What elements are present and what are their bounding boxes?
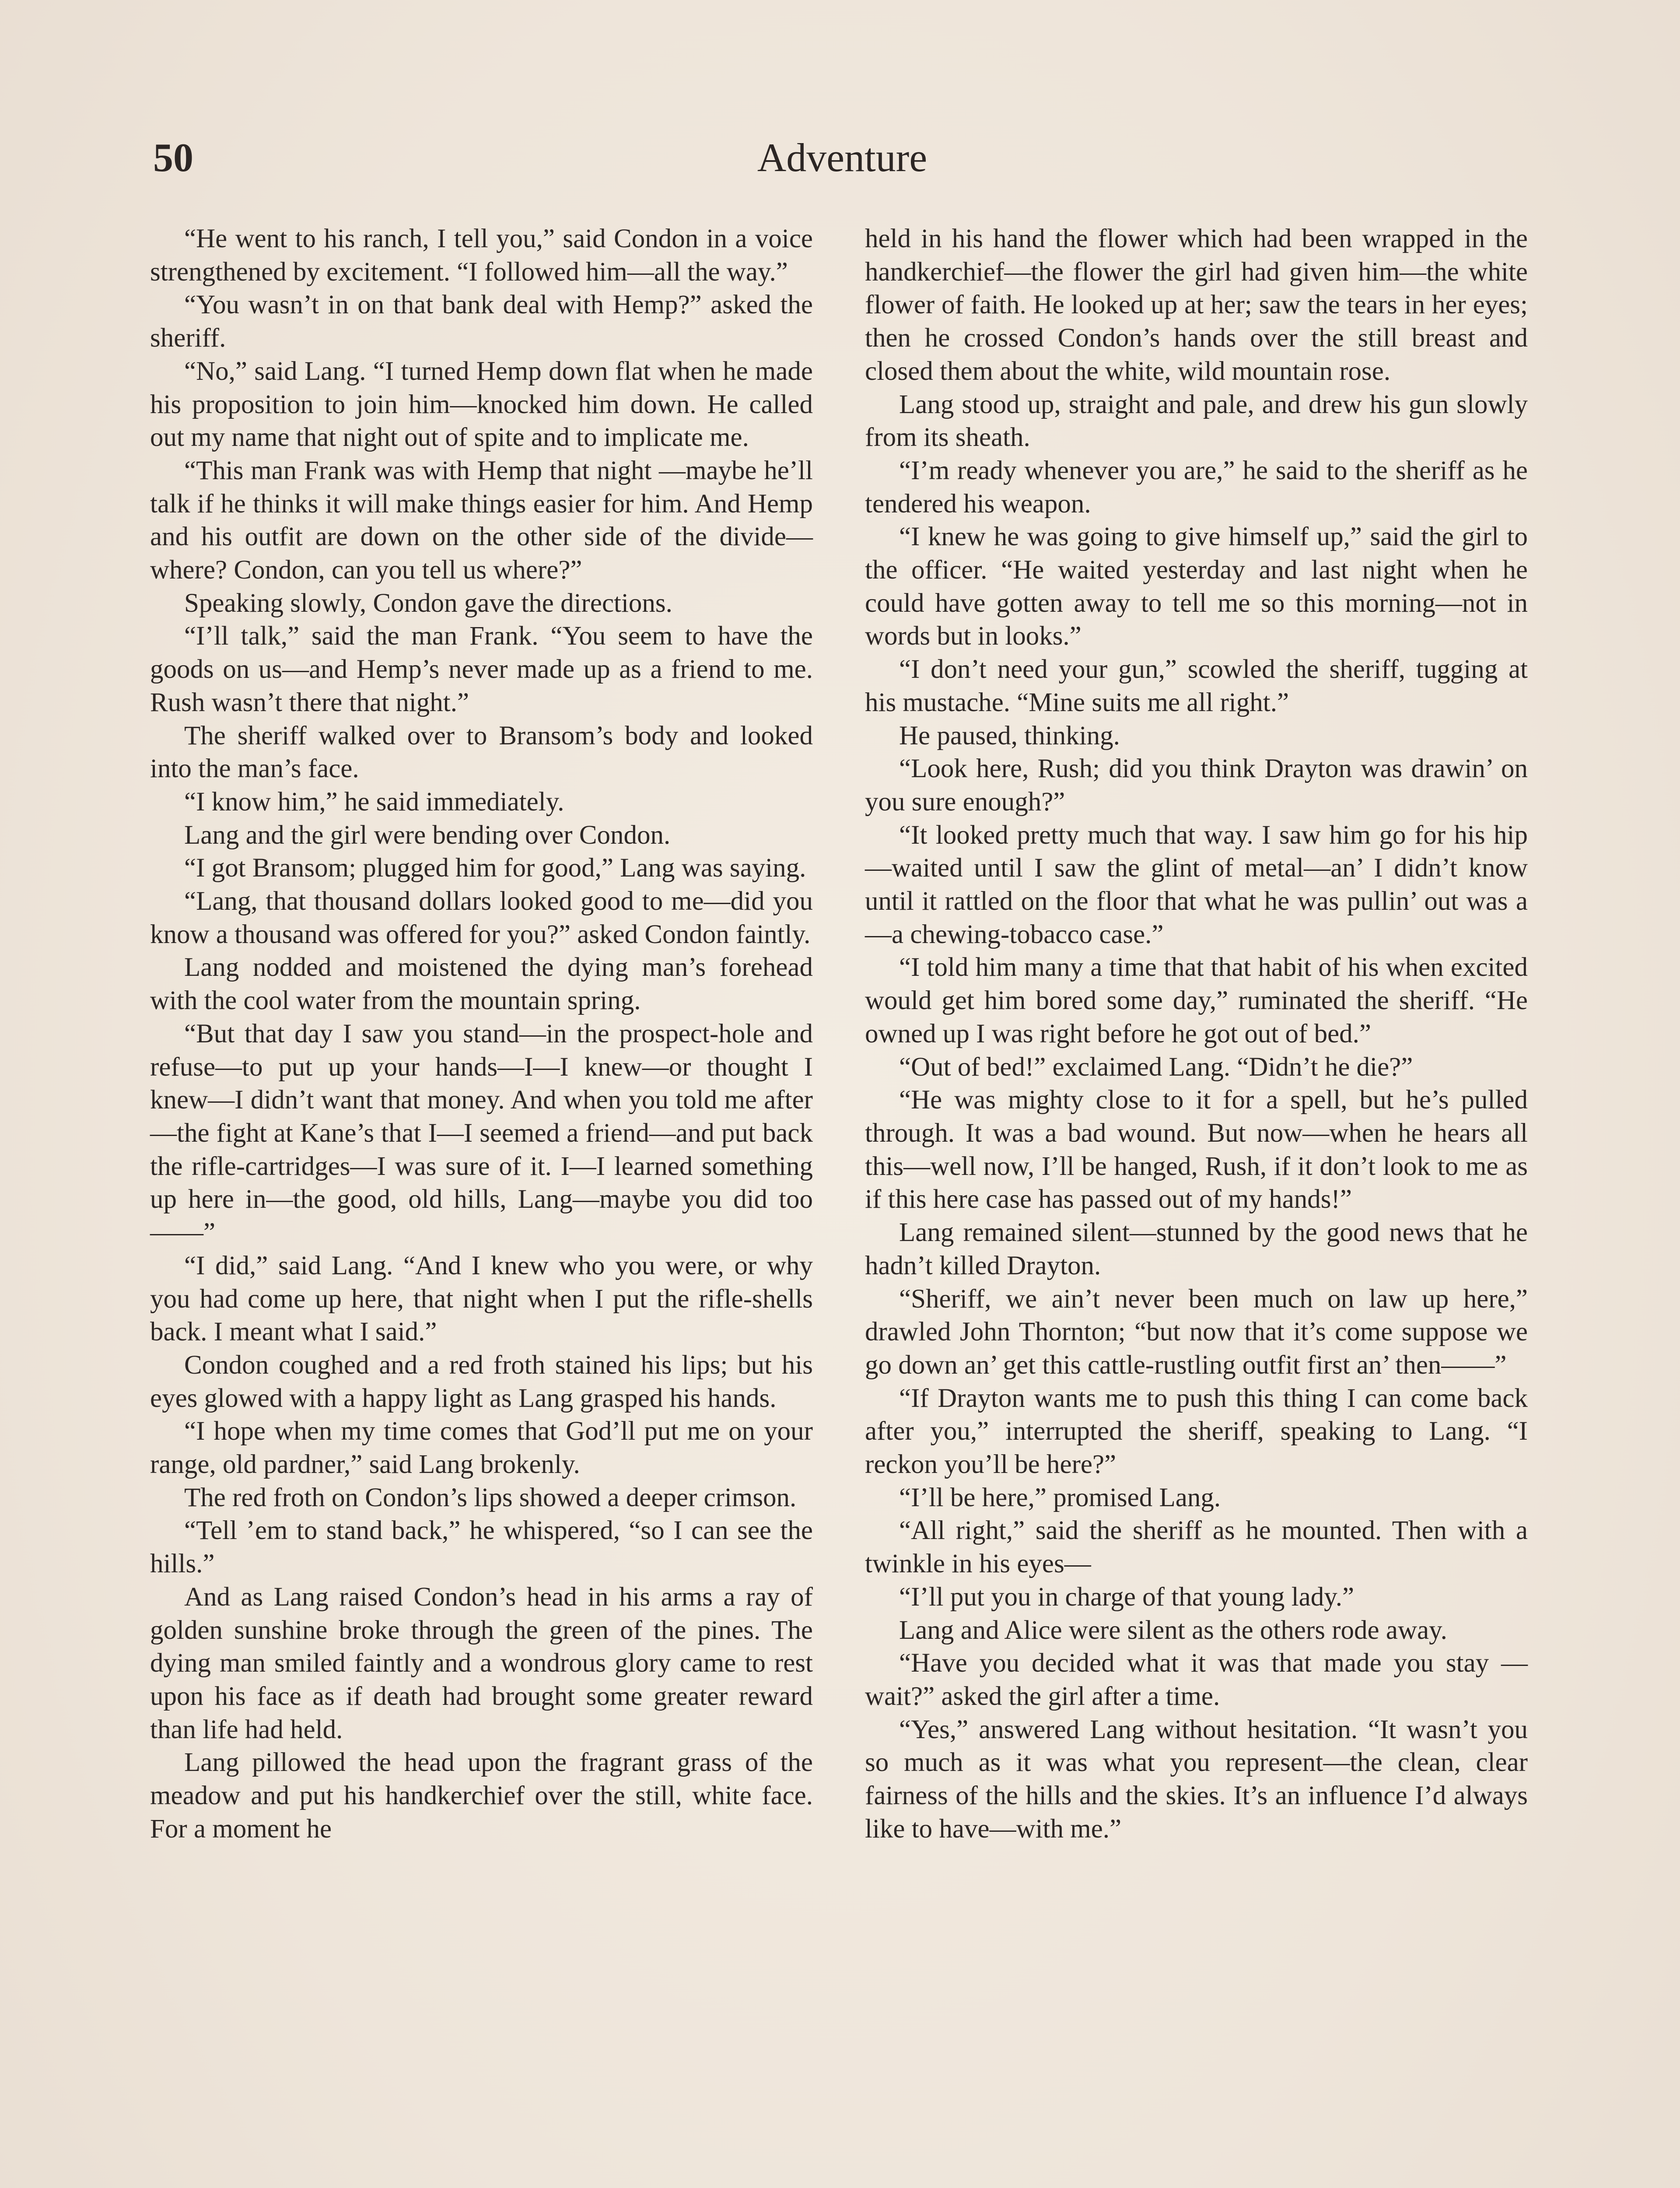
paragraph: “But that day I saw you stand—in the prospect-hole and refuse—to put up your hands—I—I knew—or thought I knew—I didn’t want that money. And when you told me after—the fight at Kane’s that I—I seemed a friend—and put back the rifle-cartridges—I was sure of it. I—I learned something up here in—the good, old hills, Lang—maybe you did too——” [150,1019,813,1248]
paragraph: “No,” said Lang. “I turned Hemp down flat when he made his proposition to join him—knocked him down. He called out my name that night out of spite and to implicate me. [150,356,813,452]
paragraph: “I’ll be here,” promised Lang. [899,1483,1221,1512]
paragraph: “I hope when my time comes that God’ll put me on your range, old pardner,” said Lang brokenly. [150,1417,813,1480]
paragraph: And as Lang raised Condon’s head in his arms a ray of golden sunshine broke through the green of the pines. The dying man smiled faintly and a wondrous glory came to rest upon his face as if death had brought some greater reward than life had held. [150,1582,813,1744]
paragraph: He paused, thinking. [899,721,1120,750]
magazine-title: Adventure [757,135,928,180]
paragraph: Lang nodded and moistened the dying man’s forehead with the cool water from the mountain spring. [150,953,813,1016]
paragraph: “Out of bed!” exclaimed Lang. “Didn’t he die?” [899,1052,1413,1082]
paragraph: “He went to his ranch, I tell you,” said Condon in a voice strengthened by excitement. “I followed him—all the way.” [150,224,813,287]
paragraph: “I know him,” he said immediately. [184,787,564,817]
paragraph: “I did,” said Lang. “And I knew who you were, or why you had come up here, that night when I put the rifle-shells back. I meant what I said.” [150,1251,813,1347]
paragraph: Lang and Alice were silent as the others rode away. [899,1615,1447,1645]
paragraph: The red froth on Condon’s lips showed a deeper crimson. [184,1483,797,1512]
paragraph: “This man Frank was with Hemp that night —maybe he’ll talk if he thinks it will make things easier for him. And Hemp and his outfit are down on the other side of the divide—where? Condon, can you tell us where?” [150,456,813,585]
paragraph: “I’ll talk,” said the man Frank. “You seem to have the goods on us—and Hemp’s never made up as a friend to me. Rush wasn’t there that night.” [150,621,813,717]
paragraph: “I’ll put you in charge of that young lady.” [899,1582,1354,1612]
page-number: 50 [153,135,193,180]
paragraph: “He was mighty close to it for a spell, but he’s pulled through. It was a bad wound. But now—when he hears all this—well now, I’ll be hanged, Rush, if it don’t look to me as if this here case has passed out of my hands!” [865,1085,1528,1214]
paragraph: Lang stood up, straight and pale, and drew his gun slowly from its sheath. [865,389,1528,452]
paragraph: “Look here, Rush; did you think Drayton was drawin’ on you sure enough?” [865,754,1528,817]
paragraph: Condon coughed and a red froth stained his lips; but his eyes glowed with a happy light as Lang grasped his hands. [150,1350,813,1413]
paragraph: “Sheriff, we ain’t never been much on law up here,” drawled John Thornton; “but now that it’s come suppose we go down an’ get this cattle-rustling outfit first an’ then——” [865,1284,1528,1380]
paragraph: Lang pillowed the head upon the fragrant grass of the meadow and put his handkerchief over the still, white face. For a moment he [150,1748,813,1844]
paragraph: “Have you decided what it was that made you stay — wait?” asked the girl after a time. [865,1648,1528,1711]
paragraph: “Lang, that thousand dollars looked good to me—did you know a thousand was offered for you?” asked Condon faintly. [150,887,813,949]
page-header [153,131,1531,193]
paragraph: “I knew he was going to give himself up,” said the girl to the officer. “He waited yesterday and last night when he could have gotten away to tell me so this morning—not in words but in looks.” [865,522,1528,651]
paragraph: “All right,” said the sheriff as he mounted. Then with a twinkle in his eyes— [865,1516,1528,1579]
paragraph: “I don’t need your gun,” scowled the sheriff, tugging at his mustache. “Mine suits me all right.” [865,655,1528,717]
paragraph: “I told him many a time that that habit of his when excited would get him bored some day,” ruminated the sheriff. “He owned up I was right before he got out of bed.” [865,953,1528,1048]
right-column [865,222,1528,1845]
paragraph: The sheriff walked over to Bransom’s body and looked into the man’s face. [150,721,813,784]
paragraph: Speaking slowly, Condon gave the directions. [184,588,672,618]
paragraph: “Tell ’em to stand back,” he whispered, “so I can see the hills.” [150,1516,813,1579]
paragraph: “You wasn’t in on that bank deal with Hemp?” asked the sheriff. [150,290,813,353]
paragraph: “Yes,” answered Lang without hesitation. “It wasn’t you so much as it was what you represent—the clean, clear fairness of the hills and the skies. It’s an influence I’d always like to have—with me.” [865,1715,1528,1844]
left-column [150,222,813,1845]
paragraph: “It looked pretty much that way. I saw him go for his hip—waited until I saw the glint of metal—an’ I didn’t know until it rattled on the floor that what he was pullin’ out was a—a chewing-tobacco case.” [865,820,1528,949]
paragraph: held in his hand the flower which had been wrapped in the handkerchief—the flower the girl had given him—the white flower of faith. He looked up at her; saw the tears in her eyes; then he crossed Condon’s hands over the still breast and closed them about the white, wild mountain rose. [865,224,1528,386]
paragraph: Lang remained silent—stunned by the good news that he hadn’t killed Drayton. [865,1218,1528,1280]
paragraph: Lang and the girl were bending over Condon. [184,820,671,850]
paragraph: “I got Bransom; plugged him for good,” Lang was saying. [184,853,806,883]
paragraph: “If Drayton wants me to push this thing I can come back after you,” interrupted the sheriff, speaking to Lang. “I reckon you’ll be here?” [865,1383,1528,1480]
paragraph: “I’m ready whenever you are,” he said to the sheriff as he tendered his weapon. [865,456,1528,519]
